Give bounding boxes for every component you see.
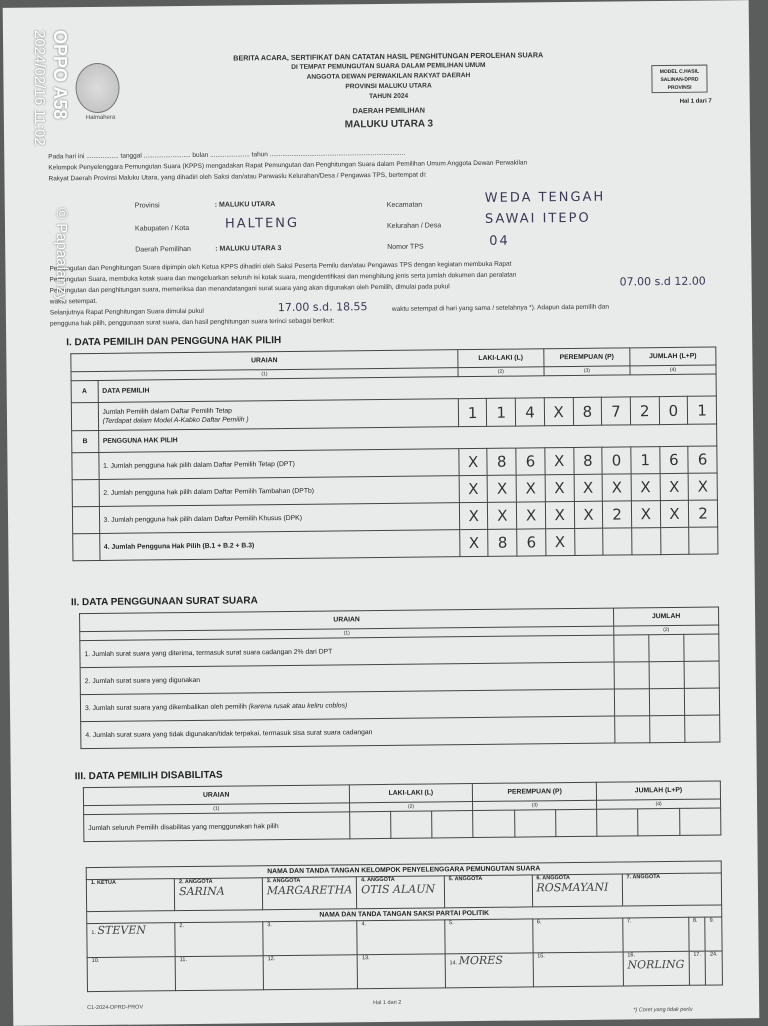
saksi-cell (705, 917, 722, 951)
value-cell: X (574, 501, 603, 528)
value-cell: 6 (688, 446, 717, 473)
value-cell: X (545, 447, 574, 474)
saksi-num: 13. (361, 955, 370, 962)
value-cell: X (574, 474, 603, 501)
surat-row-label: 1. Jumlah surat suara yang diterima, termasuk surat suara cadangan 2% dari DPT (80, 635, 614, 668)
value-cell: X (459, 448, 488, 475)
watermark-credit: © Papaalanzy (53, 208, 70, 302)
saksi-cell (445, 919, 533, 954)
header-line: ANGGOTA DEWAN PERWAKILAN RAKYAT DAERAH (306, 72, 471, 81)
saksi-num: 12. (267, 956, 276, 963)
para-time-2: 17.00 s.d. 18.55 (277, 300, 368, 315)
kecamatan-label: Kecamatan (386, 201, 423, 209)
dapil-field-label: Daerah Pemilihan (135, 245, 191, 254)
saksi-num: 1. (91, 930, 97, 937)
col-num: (2) (614, 625, 719, 635)
saksi-num: 16. (627, 952, 636, 959)
value-cell: 0 (659, 396, 688, 424)
saksi-cell (533, 952, 624, 987)
value-cell: 8 (573, 397, 602, 425)
value-cell: 1 (631, 447, 660, 474)
b-row-label: 1. Jumlah pengguna hak pilih dalam Daftar Pemilih Tetap (DPT) (98, 449, 458, 480)
model-box: MODEL C.HASIL SALINAN-DPRD PROVINSI (651, 65, 707, 94)
value-cell: X (546, 528, 575, 555)
value-cell: X (631, 501, 660, 528)
dapil-field-value: : MALUKU UTARA 3 (215, 245, 282, 253)
section-1-title: I. DATA PEMILIH DAN PENGGUNA HAK PILIH (66, 335, 282, 349)
saksi-cell (87, 957, 175, 992)
value-cell: X (459, 475, 488, 502)
saksi-name: STEVEN (97, 923, 147, 937)
col-header: URAIAN (80, 608, 614, 632)
value-cell: X (602, 474, 631, 501)
value-cell: X (459, 529, 488, 556)
value-cell: 1 (458, 398, 487, 426)
intro-line-1: Pada hari ini .................. tanggal .......................... bulan ...................... tahun ........................................................................... (48, 149, 406, 161)
saksi-cell (689, 951, 706, 985)
saksi-num: 17. (693, 951, 702, 958)
camera-watermark (30, 30, 90, 330)
row-group-title: DATA PEMILIH (98, 374, 717, 402)
value-cell (614, 635, 649, 662)
header-line: BERITA ACARA, SERTIFIKAT DAN CATATAN HASIL PENGHITUNGAN PEROLEHAN SUARA (233, 50, 544, 63)
col-header: LAKI-LAKI (L) (458, 349, 544, 368)
value-cell (390, 811, 432, 838)
row-letter: A (71, 380, 98, 402)
saksi-num: 15. (537, 953, 545, 960)
saksi-name: NORLING (627, 957, 685, 972)
col-num: (4) (597, 799, 721, 809)
kpps-role: 6. ANGGOTA (536, 875, 571, 882)
a-row-label (98, 399, 458, 431)
value-cell (473, 810, 515, 837)
para-line-2: Pemungutan Suara, membuka kotak suara dan mengeluarkan seluruh isi kotak suara, mengidentifikasi dan menghitung jenis serta jumlah dokumen dan peralatan (49, 271, 517, 284)
kpps-cell (86, 879, 174, 912)
saksi-cell (175, 956, 263, 991)
para-line-5: Selanjutnya Rapat Penghitungan Suara dimulai pukul (49, 307, 204, 317)
footer-code: C1-2024-DPRD-PROV (87, 1004, 144, 1012)
tps-label: Nomor TPS (387, 243, 424, 251)
saksi-num: 2. (179, 923, 185, 930)
value-cell (349, 811, 391, 838)
col-header: PEREMPUAN (P) (473, 782, 597, 801)
kpps-cell (532, 874, 622, 907)
tps-value: 04 (489, 233, 510, 249)
col-num: (3) (473, 800, 597, 810)
value-cell (632, 528, 661, 555)
logo-caption: Halmahera (85, 114, 116, 122)
header-line: PROVINSI MALUKU UTARA (345, 82, 432, 91)
kelurahan-label: Kelurahan / Desa (386, 222, 442, 230)
value-cell (574, 528, 603, 555)
kelurahan-value: SAWAI ITEPO (484, 210, 591, 227)
col-num: (1) (71, 368, 458, 381)
value-cell: X (517, 502, 546, 529)
kpps-cell (262, 877, 357, 910)
kpps-cell (357, 876, 445, 909)
provinsi-value: : MALUKU UTARA (214, 201, 276, 209)
kpps-role: 7. ANGGOTA (626, 874, 661, 881)
value-cell: 0 (602, 447, 631, 474)
intro-line-2: Kelompok Penyelenggara Pemungutan Suara (KPPS) mengadakan Rapat Pemungutan dan Penghitungan Suara dalam Pemilihan Umum Anggota Dewan Perwakilan (48, 159, 528, 172)
saksi-num: 24. (709, 951, 718, 958)
saksi-cell (688, 917, 705, 951)
value-cell: 2 (630, 397, 659, 425)
value-cell: X (459, 502, 488, 529)
para-line-4: waktu setempat. (49, 297, 98, 306)
footer-page: Hal 1 dari 2 (373, 999, 402, 1007)
value-cell (649, 688, 684, 715)
saksi-cell (263, 921, 358, 956)
table-disabilitas (83, 780, 722, 842)
value-cell (685, 715, 720, 742)
col-num: (3) (544, 366, 630, 376)
col-header: JUMLAH (L+P) (596, 781, 720, 800)
value-cell: 6 (516, 448, 545, 475)
value-cell: 8 (488, 529, 517, 556)
value-cell (679, 808, 721, 835)
value-cell (597, 809, 639, 836)
col-header: JUMLAH (L+P) (630, 347, 716, 366)
saksi-title: NAMA DAN TANDA TANGAN SAKSI PARTAI POLITIK (87, 905, 722, 924)
surat-row-label: 2. Jumlah surat suara yang digunakan (80, 662, 614, 695)
value-cell: 6 (517, 529, 546, 556)
saksi-num: 4. (361, 921, 367, 928)
value-cell: 8 (573, 447, 602, 474)
page-indicator: Hal 1 dari 7 (679, 98, 712, 105)
kabupaten-label: Kabupaten / Kota (134, 224, 190, 233)
kpps-cell (174, 878, 262, 911)
value-cell (638, 808, 680, 835)
para-time-1: 07.00 s.d 12.00 (619, 274, 706, 289)
saksi-cell (263, 955, 358, 990)
value-cell: X (516, 475, 545, 502)
value-cell: 7 (602, 397, 631, 425)
para-line-5-rest: waktu setempat di hari yang sama / setelahnya *). Adapun data pemilih dan (391, 303, 610, 313)
watermark-datetime: 2024/02/16 11:02 (31, 30, 48, 146)
value-cell: 1 (688, 396, 717, 424)
kpps-role: 2. ANGGOTA (178, 878, 213, 886)
saksi-cell (357, 954, 445, 989)
kpps-name: OTIS ALAUN (361, 882, 436, 897)
b-row-label: 4. Jumlah Pengguna Hak Pilih (B.1 + B.2 + B.3) (99, 530, 459, 561)
value-cell (603, 528, 632, 555)
col-header: JUMLAH (614, 607, 719, 626)
kpps-role: 5. ANGGOTA (448, 875, 483, 883)
value-cell (684, 688, 719, 715)
col-num: (2) (349, 802, 473, 812)
para-line-6: pengguna hak pilih, penggunaan surat suara, dan hasil penghitungan suara terinci sebagai berikut: (49, 317, 335, 328)
saksi-num: 5. (449, 920, 454, 927)
saksi-cell (357, 920, 445, 955)
value-cell (615, 716, 650, 743)
kabupaten-value: HALTENG (224, 215, 300, 232)
col-num: (1) (84, 803, 350, 815)
value-cell: 2 (603, 501, 632, 528)
col-header: URAIAN (83, 785, 349, 806)
saksi-num: 11. (179, 957, 188, 964)
value-cell: X (544, 397, 573, 425)
value-cell: X (631, 474, 660, 501)
value-cell: X (488, 502, 517, 529)
para-line-3: Pemungutan dan penghitungan suara, memeriksa dan menandatangani surat suara yang akan digunakan oleh Pemilih, dimulai pada pukul (49, 283, 450, 295)
saksi-name: MORES (458, 953, 503, 968)
disabilitas-row-label: Jumlah seluruh Pemilih disabilitas yang menggunakan hak pilih (84, 812, 350, 842)
provinsi-label: Provinsi (134, 202, 160, 210)
footer-note: *) Coret yang tidak perlu (633, 1006, 693, 1014)
saksi-num: 10. (91, 957, 100, 965)
value-cell (614, 662, 649, 689)
value-cell (432, 811, 474, 838)
value-cell: X (660, 500, 689, 527)
value-cell: X (488, 475, 517, 502)
a-row-note: (Terdapat dalam Model A-Kabko Daftar Pemilih ) (102, 415, 249, 425)
value-cell: 4 (515, 398, 544, 426)
value-cell (684, 634, 719, 661)
col-header: LAKI-LAKI (L) (349, 784, 473, 803)
a-row-text: Jumlah Pemilih dalam Daftar Pemilih Tetap (102, 407, 232, 416)
value-cell: 2 (689, 500, 718, 527)
para-line-1: Pemungutan dan Penghitungan Suara dipimpin oleh Ketua KPPS dihadiri oleh Saksi Peserta Pemilu dan/atau Pengawas TPS dengan kegiatan membuka Rapat (49, 260, 512, 273)
kpps-name: SARINA (178, 884, 225, 899)
saksi-num: 3. (267, 922, 272, 929)
value-cell (660, 527, 689, 554)
b-row-label: 3. Jumlah pengguna hak pilih dalam Daftar Pemilih Khusus (DPK) (99, 503, 459, 534)
col-header: URAIAN (71, 350, 458, 372)
value-cell (650, 715, 685, 742)
value-cell: X (545, 474, 574, 501)
kpps-role: 4. ANGGOTA (361, 876, 395, 884)
col-num: (1) (80, 626, 614, 641)
table-pemilih (70, 346, 718, 561)
value-cell: 6 (659, 446, 688, 473)
col-num: (2) (458, 367, 544, 377)
kpps-name: MARGARETHA (266, 883, 353, 898)
saksi-cell (445, 953, 533, 988)
surat-row-note: (karena rusak atau keliru coblos) (248, 701, 348, 710)
kpps-name: ROSMAYANI (536, 880, 609, 895)
value-cell (514, 810, 556, 837)
value-cell: 1 (487, 398, 516, 426)
section-3-title: III. DATA PEMILIH DISABILITAS (74, 769, 223, 783)
section-2-title: II. DATA PENGGUNAAN SURAT SUARA (70, 595, 258, 609)
table-surat-suara (79, 606, 720, 749)
document-paper (3, 0, 760, 1026)
col-num: (4) (630, 365, 716, 375)
value-cell: X (688, 473, 717, 500)
saksi-num: 7. (626, 918, 632, 925)
kpps-cell (444, 875, 532, 908)
header-line: TAHUN 2024 (369, 92, 409, 101)
col-header: PEREMPUAN (P) (544, 348, 630, 367)
intro-line-3: Rakyat Daerah Provinsi Maluku Utara, yang dihadiri oleh Saksi dan/atau Panwaslu Kelurahan/Desa / Pengawas TPS, bertempat di: (48, 171, 427, 183)
kpps-cell (622, 873, 722, 906)
value-cell: 8 (487, 448, 516, 475)
saksi-cell (705, 951, 722, 985)
value-cell (684, 661, 719, 688)
value-cell: X (545, 501, 574, 528)
saksi-num: 14. (449, 960, 458, 967)
saksi-cell (532, 918, 623, 953)
kecamatan-value: WEDA TENGAH (484, 189, 606, 206)
dapil-label: DAERAH PEMILIHAN (352, 105, 425, 116)
value-cell (689, 527, 718, 554)
saksi-cell (622, 917, 688, 952)
saksi-num: 9. (709, 917, 715, 924)
saksi-cell (87, 923, 175, 958)
row-group-title: PENGGUNA HAK PILIH (98, 424, 717, 452)
document-header (153, 49, 624, 132)
saksi-cell (175, 922, 263, 957)
b-row-label: 2. Jumlah pengguna hak pilih dalam Daftar Pemilih Tambahan (DPTb) (99, 476, 459, 507)
row-letter: B (72, 430, 99, 452)
saksi-num: 8. (692, 917, 698, 924)
surat-row-text: 3. Jumlah surat suara yang dikembalikan oleh pemilih (84, 702, 247, 712)
dapil-title: MALUKU UTARA 3 (344, 118, 434, 131)
saksi-num: 6. (536, 919, 542, 926)
value-cell (614, 689, 649, 716)
kpps-role: 1. KETUA (90, 879, 116, 887)
value-cell: X (660, 473, 689, 500)
value-cell (649, 634, 684, 661)
kpps-role: 3. ANGGOTA (266, 877, 301, 885)
table-signatures (86, 860, 723, 992)
watermark-device: OPPO A58 (50, 30, 70, 120)
header-line: DI TEMPAT PEMUNGUTAN SUARA DALAM PEMILIHAN UMUM (291, 61, 486, 71)
surat-row-label: 4. Jumlah surat suara yang tidak digunakan/tidak terpakai, termasuk sisa surat suara cadangan (81, 716, 615, 749)
saksi-cell (623, 951, 689, 986)
kpps-title: NAMA DAN TANDA TANGAN KELOMPOK PENYELENGGARA PEMUNGUTAN SUARA (86, 861, 721, 880)
value-cell (649, 661, 684, 688)
value-cell (555, 809, 597, 836)
